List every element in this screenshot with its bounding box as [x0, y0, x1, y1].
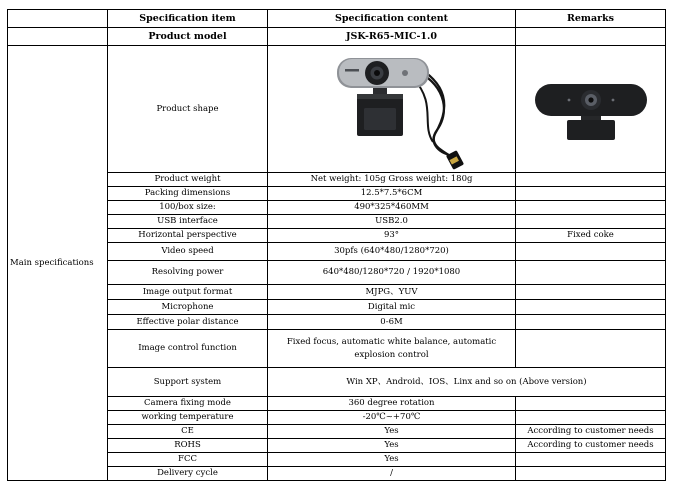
spec-content: 30pfs (640*480/1280*720)	[268, 243, 516, 261]
spec-item: ROHS	[108, 439, 268, 453]
spec-item: Image control function	[108, 330, 268, 368]
webcam-cable-photo	[317, 48, 467, 170]
specification-table	[7, 9, 666, 481]
spec-item: FCC	[108, 453, 268, 467]
spec-remark	[516, 315, 666, 330]
model-label: Product model	[108, 28, 268, 46]
corner-cell	[8, 10, 108, 28]
spec-remark	[516, 397, 666, 411]
spec-remark	[516, 285, 666, 300]
spec-item: Support system	[108, 368, 268, 397]
model-remark	[516, 28, 666, 46]
spec-item: working temperature	[108, 411, 268, 425]
spec-content: 360 degree rotation	[268, 397, 516, 411]
spec-content: Net weight: 105g Gross weight: 180g	[268, 173, 516, 187]
spec-remark: Fixed coke	[516, 229, 666, 243]
spec-remark	[516, 300, 666, 315]
spec-content: Fixed focus, automatic white balance, automatic explosion control	[268, 330, 516, 368]
spec-item: Microphone	[108, 300, 268, 315]
spec-content: Yes	[268, 425, 516, 439]
header-content: Specification content	[268, 10, 516, 28]
product-shape-label: Product shape	[108, 46, 268, 173]
spec-remark	[516, 261, 666, 285]
model-value: JSK-R65-MIC-1.0	[268, 28, 516, 46]
spec-item: Product weight	[108, 173, 268, 187]
spec-content: Yes	[268, 453, 516, 467]
spec-remark	[516, 243, 666, 261]
spec-remark	[516, 330, 666, 368]
spec-item: Delivery cycle	[108, 467, 268, 481]
spec-item: Resolving power	[108, 261, 268, 285]
spec-item: CE	[108, 425, 268, 439]
spec-content: 490*325*460MM	[268, 201, 516, 215]
spec-item: 100/box size:	[108, 201, 268, 215]
spec-remark	[516, 187, 666, 201]
spec-item: Image output format	[108, 285, 268, 300]
spec-content: 0-6M	[268, 315, 516, 330]
spec-remark	[516, 215, 666, 229]
spec-item: Camera fixing mode	[108, 397, 268, 411]
spec-remark	[516, 173, 666, 187]
spec-remark	[516, 201, 666, 215]
header-item: Specification item	[108, 10, 268, 28]
spec-item: Horizontal perspective	[108, 229, 268, 243]
spec-content: MJPG、YUV	[268, 285, 516, 300]
header-remarks: Remarks	[516, 10, 666, 28]
product-photo-cell	[268, 46, 516, 173]
spec-item: USB interface	[108, 215, 268, 229]
spec-remark: According to customer needs	[516, 425, 666, 439]
spec-remark	[516, 411, 666, 425]
spec-content: -20℃~+70℃	[268, 411, 516, 425]
spec-content: 640*480/1280*720 / 1920*1080	[268, 261, 516, 285]
spec-item: Video speed	[108, 243, 268, 261]
webcam-front-photo	[531, 76, 651, 142]
spec-content: 12.5*7.5*6CM	[268, 187, 516, 201]
spec-content: 93°	[268, 229, 516, 243]
spec-content: USB2.0	[268, 215, 516, 229]
group-label: Main specifications	[8, 46, 108, 481]
spec-remark	[516, 453, 666, 467]
spec-content-wide: Win XP、Android、IOS、Linx and so on (Above version)	[268, 368, 666, 397]
spec-item: Effective polar distance	[108, 315, 268, 330]
spec-content: Digital mic	[268, 300, 516, 315]
spec-content: /	[268, 467, 516, 481]
empty-cell	[8, 28, 108, 46]
spec-remark: According to customer needs	[516, 439, 666, 453]
remark-photo-cell	[516, 46, 666, 173]
spec-content: Yes	[268, 439, 516, 453]
spec-remark	[516, 467, 666, 481]
spec-item: Packing dimensions	[108, 187, 268, 201]
